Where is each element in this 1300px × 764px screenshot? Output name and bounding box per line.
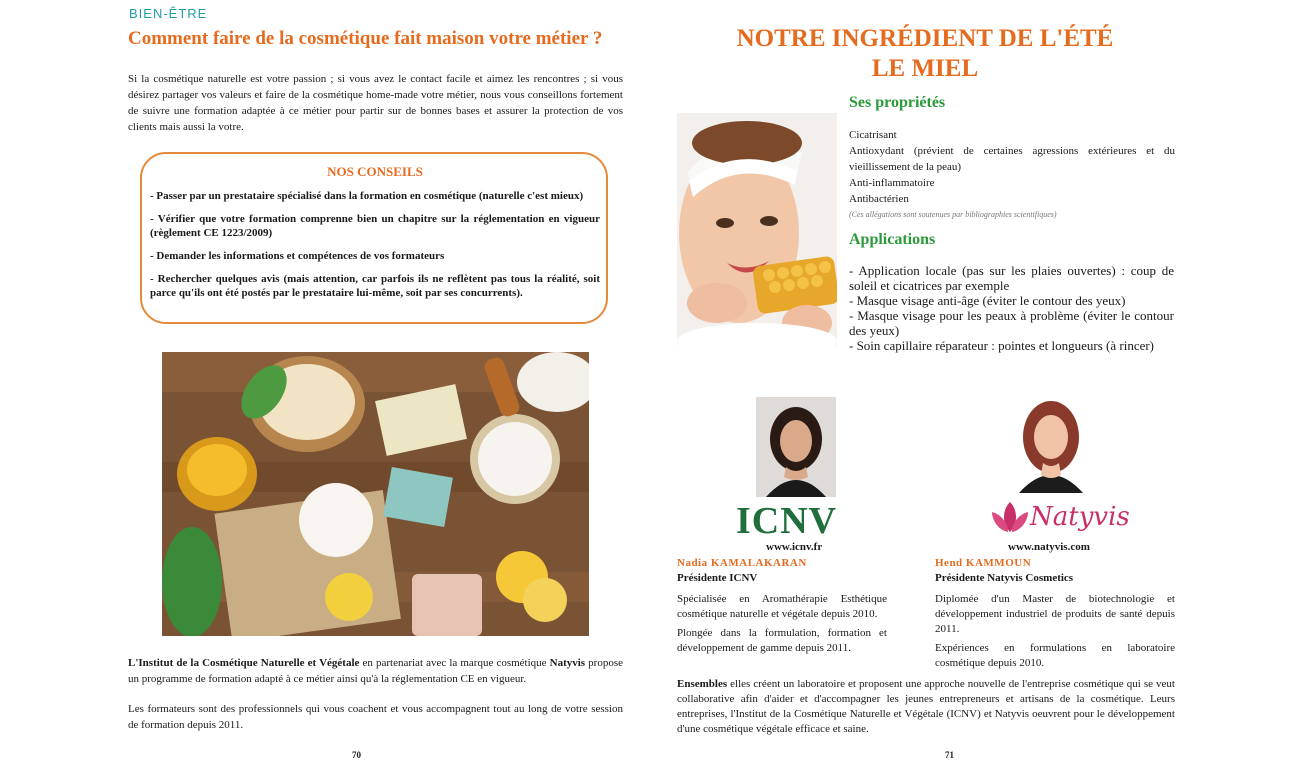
property-item: Antibactérien bbox=[849, 193, 909, 205]
brand-name: Natyvis bbox=[549, 657, 586, 669]
icnv-logo-text: ICNV bbox=[736, 500, 838, 542]
properties-list bbox=[849, 127, 1175, 223]
portrait-nadia bbox=[756, 397, 836, 497]
natyvis-logo bbox=[990, 498, 1130, 538]
institute-name: L'Institut de la Cosmétique Naturelle et Végétale bbox=[128, 657, 360, 669]
ingredient-title bbox=[695, 24, 1155, 84]
person1-name: Nadia KAMALAKARAN bbox=[677, 557, 807, 569]
property-item: Anti-inflammatoire bbox=[849, 177, 935, 189]
ingredient-title-line1: NOTRE INGRÉDIENT DE L'ÉTÉ bbox=[736, 25, 1114, 52]
trainers-paragraph: Les formateurs sont des professionnels qui vous coachent et vous accompagnent tout au long de votre session de formation depuis 2011. bbox=[128, 703, 623, 731]
application-item: - Application locale (pas sur les plaies ouvertes) : coup de soleil et cicatrices par exemple bbox=[849, 263, 1174, 293]
person2-role: Présidente Natyvis Cosmetics bbox=[935, 572, 1074, 584]
natyvis-url: www.natyvis.com bbox=[1008, 541, 1090, 553]
icnv-url: www.icnv.fr bbox=[766, 541, 823, 553]
applications-list bbox=[849, 263, 1174, 353]
institute-paragraph bbox=[128, 655, 623, 687]
icnv-logo bbox=[736, 502, 856, 540]
person1-bio-line: Plongée dans la formulation, formation et développement de gamme depuis 2011. bbox=[677, 627, 887, 654]
property-item: Cicatrisant bbox=[849, 129, 897, 141]
application-item: - Soin capillaire réparateur : pointes et longueurs (à rincer) bbox=[849, 338, 1155, 353]
application-item: - Masque visage pour les peaux à problème (éviter le contour des yeux) bbox=[849, 308, 1174, 338]
cosmetics-photo bbox=[162, 352, 589, 636]
article-title: Comment faire de la cosmétique fait maison votre métier ? bbox=[128, 28, 603, 49]
application-item: - Masque visage anti-âge (éviter le contour des yeux) bbox=[849, 293, 1126, 308]
natyvis-logo-text: Natyvis bbox=[1030, 502, 1130, 532]
closing-paragraph bbox=[677, 677, 1175, 737]
properties-note: (Ces allégations sont soutenues par bibliographies scientifiques) bbox=[849, 210, 1057, 219]
tips-box bbox=[140, 152, 608, 324]
person1-bio bbox=[677, 592, 887, 656]
page-number-left: 70 bbox=[352, 750, 361, 760]
lotus-icon bbox=[990, 500, 1030, 536]
person1-role: Présidente ICNV bbox=[677, 572, 758, 584]
tips-title: NOS CONSEILS bbox=[327, 164, 423, 179]
property-item: Antioxydant (prévient de certaines agressions extérieures et du vieillissement de la peau) bbox=[849, 145, 1175, 173]
closing-text: elles créent un laboratoire et proposent une approche nouvelle de l'entreprise cosmétique qui se veut collaborative afin d'aider et d'accompagner les jeunes entrepreneurs et artisans de la cosmétique. Leurs entreprises, l'Institut de la Cosmétique Naturelle et Végétale (ICNV) et Natyvis oeuvrent pour le développement d'une cosmétique végétale efficace et saine. bbox=[677, 678, 1175, 735]
person1-bio-line: Spécialisée en Aromathérapie Esthétique cosmétique naturelle et végétale depuis 2010. bbox=[677, 593, 887, 620]
ingredient-title-line2: LE MIEL bbox=[871, 55, 979, 82]
page-number-right: 71 bbox=[945, 750, 954, 760]
tip-item: - Demander les informations et compétences de vos formateurs bbox=[150, 250, 445, 262]
section-category: BIEN-ÊTRE bbox=[129, 6, 208, 21]
institute-text: en partenariat avec la marque cosmétique bbox=[359, 657, 550, 669]
person2-bio-line: Expériences en formulations en laboratoire cosmétique depuis 2010. bbox=[935, 642, 1175, 669]
tip-item: - Rechercher quelques avis (mais attention, car parfois ils ne reflètent pas tous la réalité, soit parce qu'ils ont été postés par le prestataire lui-même, soit par ses concurrents). bbox=[150, 273, 600, 299]
person2-bio-line: Diplomée d'un Master de biotechnologie et développement industriel de produits de santé depuis 2011. bbox=[935, 593, 1175, 635]
intro-paragraph: Si la cosmétique naturelle est votre passion ; si vous avez le contact facile et aimez les rencontres ; si vous désirez partager vos valeurs et faire de la cosmétique home-made votre métier, nous vous conseillons fortement de suivre une formation adaptée à ce métier pour partir sur de bonnes bases et assurer la protection de vos clients mais aussi la votre. bbox=[128, 73, 623, 133]
portrait-hend bbox=[1011, 393, 1091, 493]
person2-bio bbox=[935, 592, 1175, 671]
honey-woman-photo bbox=[677, 113, 837, 345]
institute-text-end: propose un programme de formation adapté à ce métier ainsi qu'à la réglementation CE en vigueur. bbox=[128, 657, 624, 685]
applications-heading: Applications bbox=[849, 231, 936, 248]
tip-item: - Passer par un prestataire spécialisé dans la formation en cosmétique (naturelle c'est mieux) bbox=[150, 190, 584, 202]
properties-heading: Ses propriétés bbox=[849, 94, 946, 111]
closing-bold: Ensembles bbox=[677, 678, 728, 690]
tip-item: - Vérifier que votre formation comprenne bien un chapitre sur la réglementation en vigueur (règlement CE 1223/2009) bbox=[150, 213, 600, 239]
person2-name: Hend KAMMOUN bbox=[935, 557, 1032, 569]
